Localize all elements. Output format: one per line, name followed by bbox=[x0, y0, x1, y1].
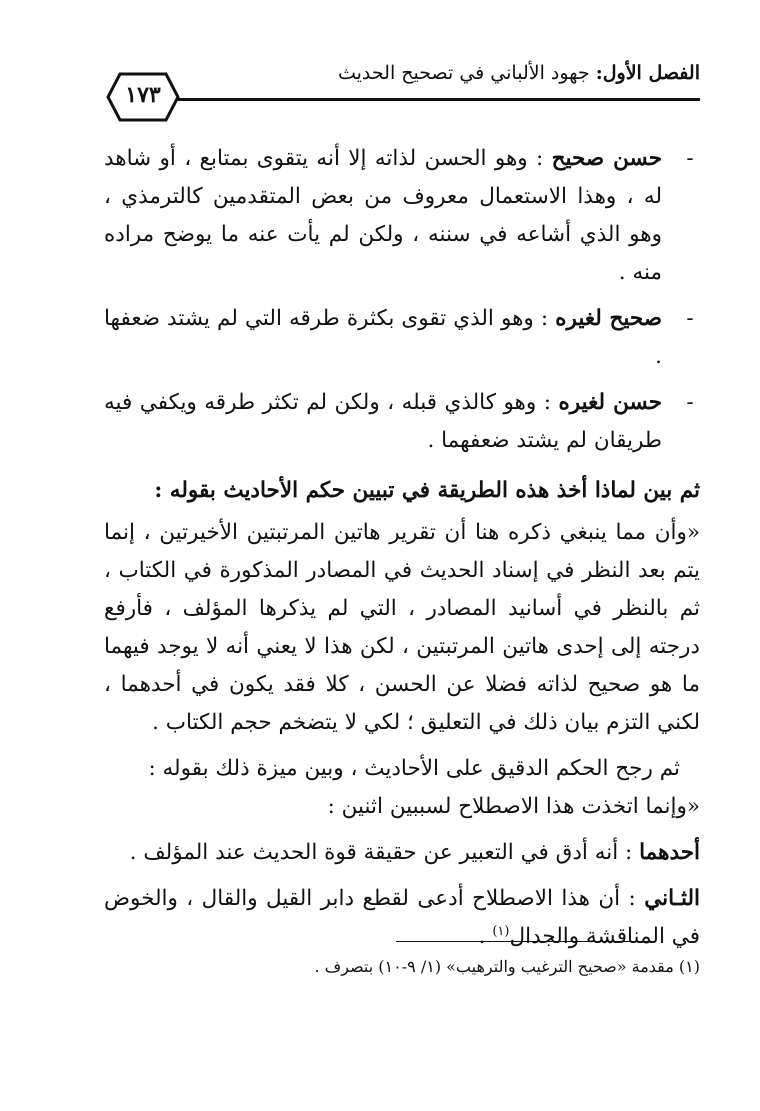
page-number: ١٧٣ bbox=[125, 82, 161, 108]
page-body bbox=[104, 140, 700, 964]
header-chapter-title: جهود الألباني في تصحيح الحديث bbox=[337, 62, 590, 84]
paragraph-intro: ثم رجح الحكم الدقيق على الأحاديث ، وبين ميزة ذلك بقوله : bbox=[148, 756, 680, 781]
reason-first bbox=[104, 834, 700, 872]
list-term: صحيح لغيره bbox=[555, 306, 662, 331]
header-title bbox=[338, 62, 700, 84]
quote-paragraph-reasons: «وإنما اتخذت هذا الاصطلاح لسببين اثنين : bbox=[327, 794, 700, 819]
list-text: : وهو كالذي قبله ، ولكن لم تكثر طرقه ويكفي فيه طريقان لم يشتد ضعفهما . bbox=[104, 390, 662, 453]
reason-text: : أنه أدق في التعبير عن حقيقة قوة الحديث عند المؤلف . bbox=[129, 840, 633, 865]
list-term: حسن صحيح bbox=[551, 146, 662, 171]
quote-paragraph: «وأن مما ينبغي ذكره هنا أن تقرير هاتين المرتبتين الأخيرتين ، إنما يتم بعد النظر في إسناد الحديث في المصادر المذكورة في الكتاب ، ثم بالنظر في أسانيد المصادر ، التي لم يذكرها المؤلف ، فأرفع درجته إلى إحدى هاتين المرتبتين ، لكن هذا لا يعني أنه لا يوجد فيهما ما هو صحيح لذاته فضلا عن الحسن ، كلا فقد يكون في أحدهما ، لكني التزم بيان ذلك في التعليق ؛ لكي لا يتضخم حجم الكتاب . bbox=[104, 520, 700, 735]
list-item bbox=[104, 384, 700, 460]
reason-term: الثـاني bbox=[644, 886, 700, 911]
list-dash: - bbox=[686, 390, 694, 415]
reason-text: : أن هذا الاصطلاح أدعى لقطع دابر القيل والقال ، والخوض في المناقشة والجدال bbox=[104, 886, 700, 949]
section-heading: ثم بين لماذا أخذ هذه الطريقة في تبيين حكم الأحاديث بقوله : bbox=[154, 478, 700, 503]
running-header bbox=[100, 60, 700, 124]
footnote-rule bbox=[396, 941, 656, 942]
list-dash: - bbox=[686, 306, 694, 331]
list-text: : وهو الحسن لذاته إلا أنه يتقوى بمتابع ، أو شاهد له ، وهذا الاستعمال معروف من بعض المتقدمين كالترمذي ، وهو الذي أشاعه في سننه ، ولكن لم يأت عنه ما يوضح مراده منه . bbox=[104, 146, 662, 285]
list-term: حسن لغيره bbox=[558, 390, 662, 415]
footnote-marker[interactable]: (١) bbox=[492, 923, 510, 939]
header-chapter: الفصل الأول: bbox=[595, 62, 700, 84]
list-dash: - bbox=[686, 146, 694, 171]
list-item bbox=[104, 140, 700, 292]
reason-second bbox=[104, 880, 700, 956]
header-rule bbox=[176, 98, 700, 101]
footnote: (١) مقدمة «صحيح الترغيب والترهيب» (١/ ٩-١٠) بتصرف . bbox=[314, 957, 700, 976]
list-item bbox=[104, 300, 700, 376]
list-text: : وهو الذي تقوى بكثرة طرقه التي لم يشتد ضعفها . bbox=[104, 306, 662, 369]
page-number-badge bbox=[106, 72, 180, 122]
reason-end: . bbox=[478, 924, 493, 949]
reason-term: أحدهما bbox=[639, 840, 700, 865]
